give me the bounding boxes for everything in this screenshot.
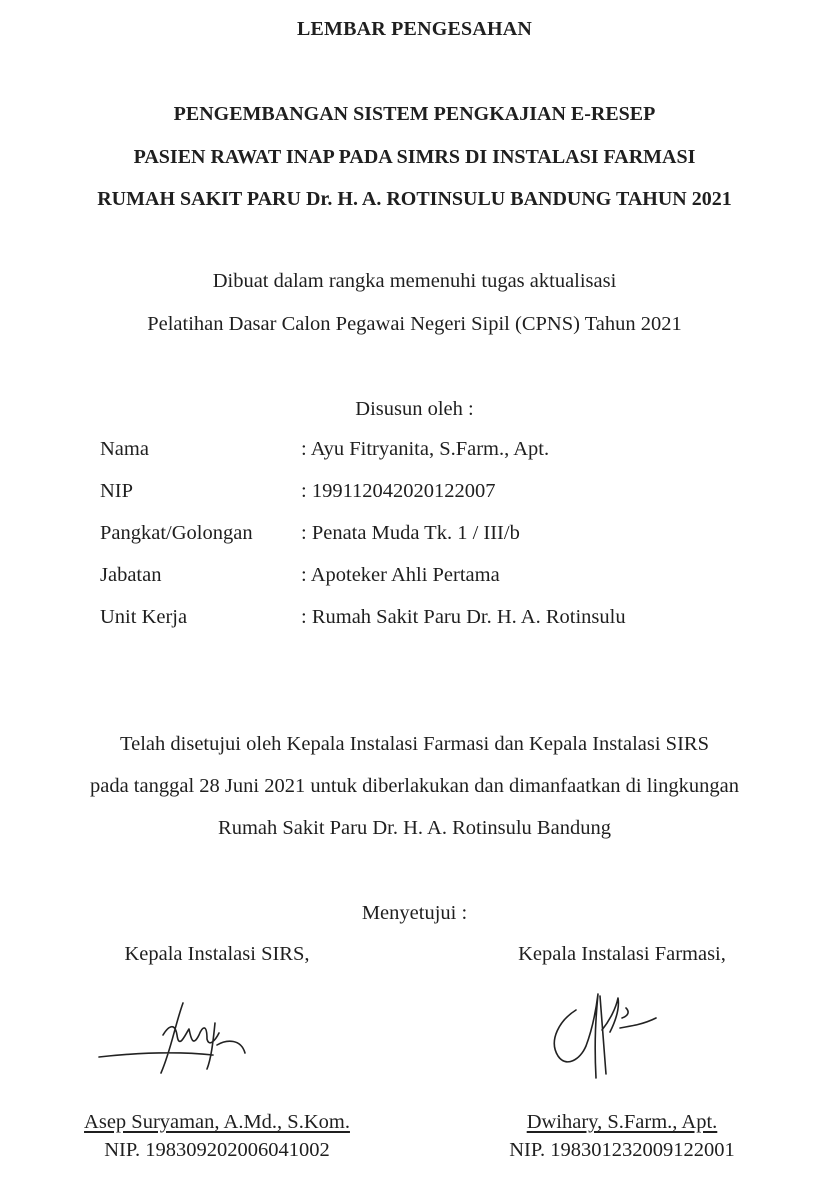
author-label-nama: Nama [100, 438, 149, 460]
author-label-pangkat: Pangkat/Golongan [100, 522, 253, 544]
approval-line-3: Rumah Sakit Paru Dr. H. A. Rotinsulu Bandung [218, 817, 611, 839]
approval-line-1: Telah disetujui oleh Kepala Instalasi Farmasi dan Kepala Instalasi SIRS [120, 733, 709, 755]
signatory-right-nip: NIP. 198301232009122001 [509, 1139, 735, 1161]
document-heading-line-2: PASIEN RAWAT INAP PADA SIMRS DI INSTALASI FARMASI [133, 146, 696, 168]
signature-right-icon [540, 990, 670, 1085]
approval-intro: Menyetujui : [361, 902, 468, 924]
author-label-nip: NIP [100, 480, 134, 502]
purpose-line-1: Dibuat dalam rangka memenuhi tugas aktualisasi [212, 270, 617, 292]
document-heading-line-1: PENGEMBANGAN SISTEM PENGKAJIAN E-RESEP [173, 103, 656, 125]
author-value-pangkat: : Penata Muda Tk. 1 / III/b [301, 522, 520, 544]
signatory-right-name: Dwihary, S.Farm., Apt. [526, 1111, 718, 1133]
author-value-unit-kerja: : Rumah Sakit Paru Dr. H. A. Rotinsulu [301, 606, 626, 628]
signatory-left-name: Asep Suryaman, A.Md., S.Kom. [84, 1111, 350, 1133]
document-heading-line-3: RUMAH SAKIT PARU Dr. H. A. ROTINSULU BANDUNG TAHUN 2021 [97, 188, 732, 210]
signature-left-icon [95, 995, 265, 1085]
author-label-unit-kerja: Unit Kerja [100, 606, 188, 628]
author-label-jabatan: Jabatan [100, 564, 162, 586]
signatory-left-position: Kepala Instalasi SIRS, [124, 943, 310, 965]
author-value-nip: : 199112042020122007 [301, 480, 496, 502]
signatory-right-position: Kepala Instalasi Farmasi, [518, 943, 726, 965]
author-value-nama: : Ayu Fitryanita, S.Farm., Apt. [301, 438, 550, 460]
purpose-line-2: Pelatihan Dasar Calon Pegawai Negeri Sipil (CPNS) Tahun 2021 [147, 313, 682, 335]
author-value-jabatan: : Apoteker Ahli Pertama [301, 564, 500, 586]
approval-line-2: pada tanggal 28 Juni 2021 untuk diberlakukan dan dimanfaatkan di lingkungan [89, 775, 739, 797]
signatory-left-nip: NIP. 198309202006041002 [104, 1139, 330, 1161]
page-title: LEMBAR PENGESAHAN [296, 18, 533, 40]
author-intro: Disusun oleh : [355, 398, 474, 420]
